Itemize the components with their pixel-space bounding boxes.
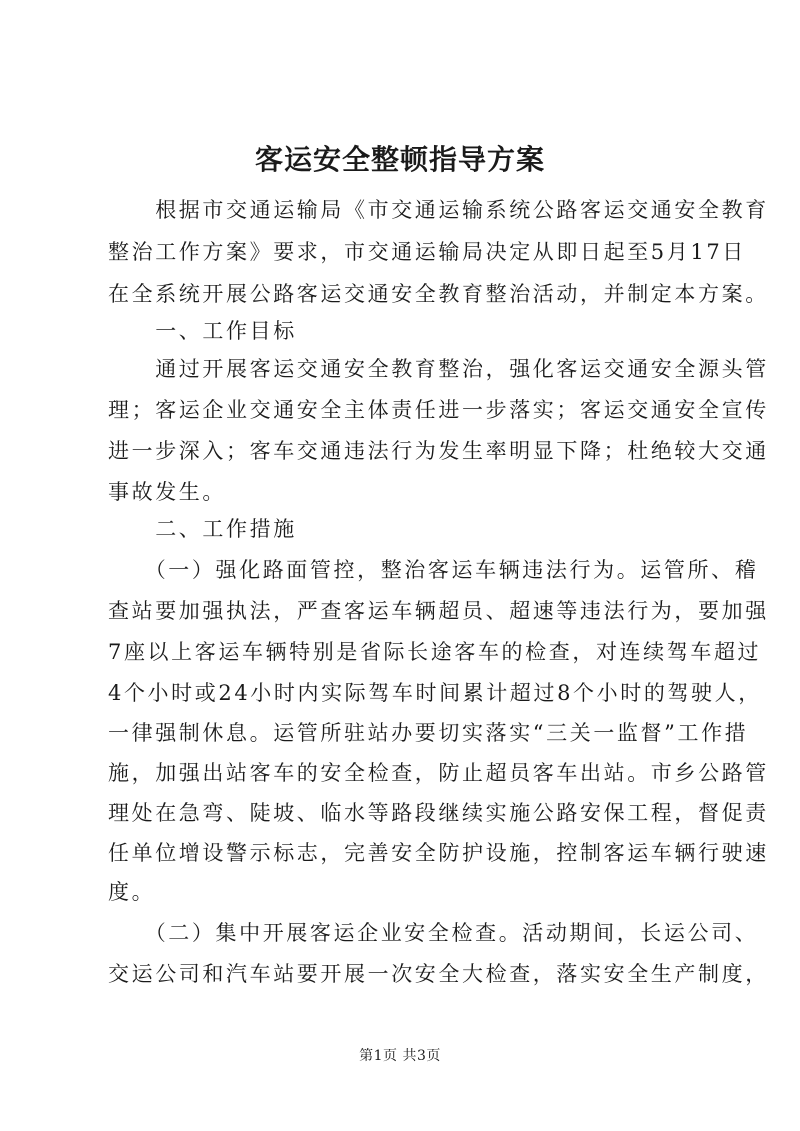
paragraph-line: 一律强制休息。运管所驻站办要切实落实“三关一监督”工作措 <box>108 721 749 745</box>
paragraph-line: 任单位增设警示标志，完善安全防护设施，控制客运车辆行驶速 <box>108 841 769 865</box>
paragraph-line: （一）强化路面管控，整治客运车辆违法行为。运管所、稽 <box>108 558 759 582</box>
page-footer: 第1页 共3页 <box>359 1048 441 1064</box>
paragraph-line: 查站要加强执法，严查客运车辆超员、超速等违法行为，要加强 <box>108 599 769 623</box>
paragraph-line: 根据市交通运输局《市交通运输系统公路客运交通安全教育 <box>108 198 769 222</box>
paragraph-line: 理；客运企业交通安全主体责任进一步落实；客运交通安全宣传 <box>108 398 769 422</box>
paragraph-line: 4个小时或24小时内实际驾车时间累计超过8个小时的驾驶人， <box>108 681 762 705</box>
paragraph-line: 7座以上客运车辆特别是省际长途客车的检查，对连续驾车超过 <box>108 640 762 664</box>
paragraph-line: 通过开展客运交通安全教育整治，强化客运交通安全源头管 <box>108 357 769 381</box>
paragraph-line: 理处在急弯、陡坡、临水等路段继续实施公路安保工程，督促责 <box>108 801 769 825</box>
paragraph-line: 交运公司和汽车站要开展一次安全大检查，落实安全生产制度， <box>108 962 769 986</box>
paragraph-line: 整治工作方案》要求，市交通运输局决定从即日起至5月17日 <box>108 240 746 264</box>
paragraph-line: 事故发生。 <box>108 480 226 504</box>
paragraph-line: 进一步深入；客车交通违法行为发生率明显下降；杜绝较大交通 <box>108 439 769 463</box>
section-heading: 二、工作措施 <box>108 517 297 541</box>
section-heading: 一、工作目标 <box>108 319 297 343</box>
paragraph-line: 在全系统开展公路客运交通安全教育整治活动，并制定本方案。 <box>108 282 769 306</box>
paragraph-line: （二）集中开展客运企业安全检查。活动期间，长运公司、 <box>108 921 759 945</box>
paragraph-line: 度。 <box>108 880 156 904</box>
document-title: 客运安全整顿指导方案 <box>254 143 545 176</box>
paragraph-line: 施，加强出站客车的安全检查，防止超员客车出站。市乡公路管 <box>108 761 769 785</box>
